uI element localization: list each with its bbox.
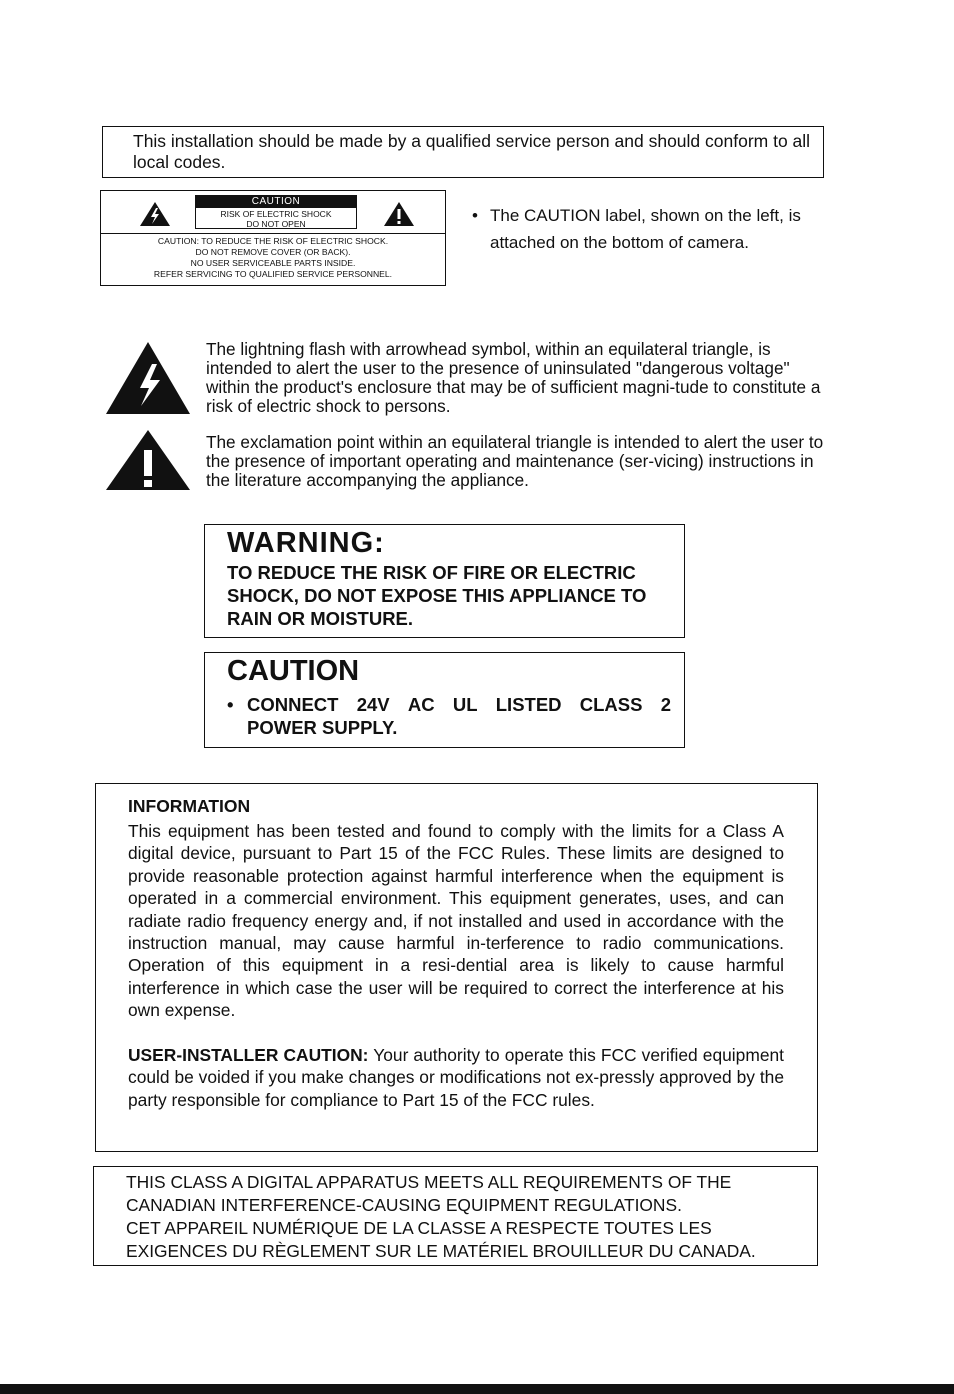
bullet: • xyxy=(472,206,478,225)
caution-plate-line2: DO NOT OPEN xyxy=(246,219,306,229)
caution-label-line: REFER SERVICING TO QUALIFIED SERVICE PERSONNEL. xyxy=(153,269,393,279)
bullet: • xyxy=(227,694,234,715)
canadian-compliance-box xyxy=(93,1166,818,1266)
caution-label-graphic xyxy=(100,190,446,286)
caution-word: LISTED xyxy=(495,694,562,715)
lightning-triangle-icon xyxy=(139,201,171,227)
information-body: This equipment has been tested and found to comply with the limits for a Class A digital device, pursuant to Part 15 of the FCC Rules. These limits are designed to provide reasonable protection against harmful interference when the equipment is operated in a commercial environment. This equipment generates, uses, and can radiate radio frequency energy and, if not installed and used in accordance with the instruction manual, may cause harmful in-terference to radio communications. Operation of this equipment in a resi-dential area is likely to cause harmful interference in which case the user will be required to correct the interference at his own expense. xyxy=(128,821,784,1021)
installation-notice-text: This installation should be made by a qualified service person and should conform to all local codes. xyxy=(133,131,811,172)
caution-word: CLASS xyxy=(579,694,643,715)
user-installer-body: Your authority to operate this FCC verified equipment could be voided if you make changes or modifications not ex-pressly approved by the party responsible for compliance to Part 15 of the FCC rules. xyxy=(128,1045,784,1110)
caution-plate-line1: RISK OF ELECTRIC SHOCK xyxy=(220,209,332,219)
caution-label-note xyxy=(472,202,832,256)
warning-box xyxy=(204,524,685,638)
caution-word: 2 xyxy=(660,694,671,715)
caution-body xyxy=(227,693,671,739)
caution-label-top xyxy=(101,191,445,234)
caution-line1 xyxy=(247,693,671,716)
caution-word: AC xyxy=(407,694,435,715)
warning-heading: WARNING: xyxy=(227,527,385,559)
warning-body: TO REDUCE THE RISK OF FIRE OR ELECTRIC SHOCK, DO NOT EXPOSE THIS APPLIANCE TO RAIN OR MOISTURE. xyxy=(227,562,647,629)
caution-label-line: CAUTION: TO REDUCE THE RISK OF ELECTRIC SHOCK. xyxy=(157,236,389,246)
user-installer-heading: USER-INSTALLER CAUTION: xyxy=(128,1045,369,1065)
caution-plate-band: CAUTION xyxy=(196,196,356,208)
caution-label-line: NO USER SERVICEABLE PARTS INSIDE. xyxy=(190,258,356,268)
canadian-line: CANADIAN INTERFERENCE-CAUSING EQUIPMENT REGULATIONS. xyxy=(126,1195,682,1215)
information-heading: INFORMATION xyxy=(128,796,251,816)
caution-label-lines xyxy=(101,236,445,280)
caution-heading: CAUTION xyxy=(227,655,360,687)
caution-box xyxy=(204,652,685,748)
user-installer-caution xyxy=(128,1044,784,1111)
exclamation-triangle-icon xyxy=(383,201,415,227)
exclamation-point-triangle-icon xyxy=(104,428,192,504)
caution-label-line: DO NOT REMOVE COVER (OR BACK). xyxy=(195,247,351,257)
caution-line2: POWER SUPPLY. xyxy=(247,717,398,738)
caution-plate xyxy=(195,195,357,229)
installation-notice-box xyxy=(102,126,824,178)
caution-word: 24V xyxy=(356,694,390,715)
lightning-symbol-text: The lightning flash with arrowhead symbol, within an equilateral triangle, is intended to alert the user to the presence of uninsulated "dangerous voltage" within the product's enclosure that may be of sufficient magni-tude to constitute a risk of electric shock to persons. xyxy=(206,339,821,416)
page-bottom-bar xyxy=(0,1384,954,1394)
exclamation-symbol-text: The exclamation point within an equilateral triangle is intended to alert the user to the presence of important operating and maintenance (ser-vicing) instructions in the literature accompanying the appliance. xyxy=(206,432,824,490)
caution-word: UL xyxy=(452,694,478,715)
canadian-line: CET APPAREIL NUMÉRIQUE DE LA CLASSE A RESPECTE TOUTES LES xyxy=(126,1218,712,1238)
canadian-line: EXIGENCES DU RÈGLEMENT SUR LE MATÉRIEL BROUILLEUR DU CANADA. xyxy=(126,1241,756,1261)
caution-word: CONNECT xyxy=(247,694,339,715)
information-box xyxy=(95,783,818,1152)
caution-label-note-text: The CAUTION label, shown on the left, is attached on the bottom of camera. xyxy=(490,206,801,252)
canadian-line: THIS CLASS A DIGITAL APPARATUS MEETS ALL REQUIREMENTS OF THE xyxy=(126,1172,732,1192)
lightning-flash-triangle-icon xyxy=(104,340,192,416)
